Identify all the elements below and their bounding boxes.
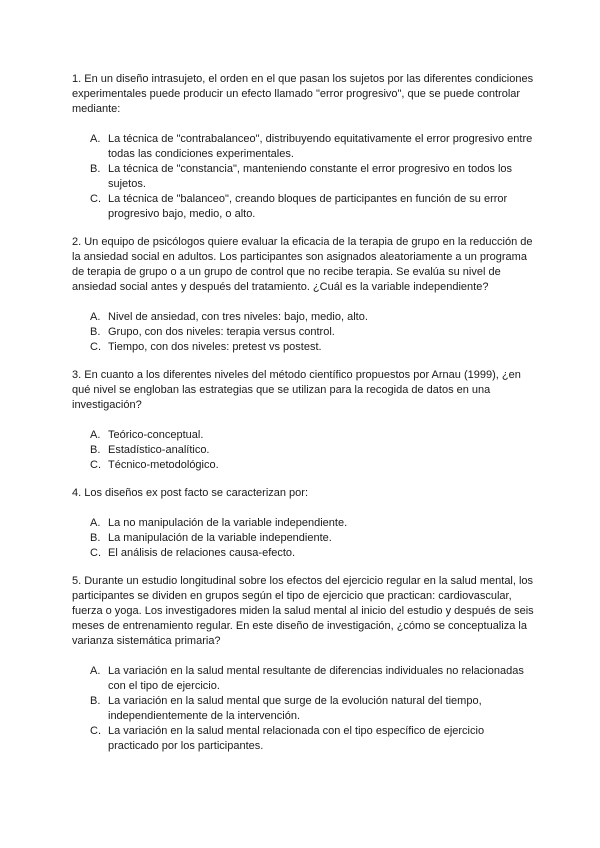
option-list [72, 516, 534, 561]
option-text: La variación en la salud mental que surge de la evolución natural del tiempo, independientemente de la intervención. [108, 695, 482, 722]
option-letter: C. [90, 547, 101, 559]
question-text: 3. En cuanto a los diferentes niveles del método científico propuestos por Arnau (1999), ¿en qué nivel se engloban las estrategias que se utilizan para la recogida de datos en una investigación? [72, 369, 521, 411]
option-letter: C. [90, 193, 101, 205]
option-c [72, 546, 534, 561]
option-text: Tiempo, con dos niveles: pretest vs postest. [108, 341, 322, 353]
option-letter: C. [90, 725, 101, 737]
option-letter: B. [90, 326, 101, 338]
option-b [72, 531, 534, 546]
option-list [72, 428, 534, 473]
option-letter: B. [90, 532, 101, 544]
question-1 [72, 72, 534, 222]
option-a [72, 132, 534, 162]
option-letter: C. [90, 459, 101, 471]
option-letter: A. [90, 133, 101, 145]
question-text: 4. Los diseños ex post facto se caracterizan por: [72, 487, 309, 499]
question-2 [72, 235, 534, 355]
option-text: Técnico-metodológico. [108, 459, 219, 471]
option-text: Grupo, con dos niveles: terapia versus control. [108, 326, 335, 338]
option-text: La variación en la salud mental resultante de diferencias individuales no relacionadas con el tipo de ejercicio. [108, 665, 524, 692]
option-text: La no manipulación de la variable independiente. [108, 517, 348, 529]
option-letter: A. [90, 311, 101, 323]
option-text: La manipulación de la variable independiente. [108, 532, 332, 544]
option-list [72, 664, 534, 754]
option-letter: B. [90, 163, 101, 175]
option-text: La variación en la salud mental relacionada con el tipo específico de ejercicio practicado por los participantes. [108, 725, 485, 752]
option-a [72, 664, 534, 694]
option-a [72, 428, 534, 443]
option-letter: C. [90, 341, 101, 353]
option-c [72, 340, 534, 355]
option-letter: A. [90, 665, 101, 677]
question-5 [72, 574, 534, 754]
option-b [72, 162, 534, 192]
option-text: La técnica de "constancia", manteniendo constante el error progresivo en todos los sujetos. [108, 163, 513, 190]
option-letter: A. [90, 517, 101, 529]
option-text: La técnica de "contrabalanceo", distribuyendo equitativamente el error progresivo entre todas las condiciones experimentales. [108, 133, 533, 160]
option-text: Estadístico-analítico. [108, 444, 210, 456]
option-c [72, 192, 534, 222]
option-b [72, 325, 534, 340]
question-3 [72, 368, 534, 473]
document-page [72, 72, 534, 767]
option-letter: A. [90, 429, 101, 441]
option-text: La técnica de "balanceo", creando bloques de participantes en función de su error progresivo bajo, medio, o alto. [108, 193, 508, 220]
option-text: Teórico-conceptual. [108, 429, 204, 441]
option-letter: B. [90, 695, 101, 707]
option-b [72, 443, 534, 458]
question-text: 5. Durante un estudio longitudinal sobre los efectos del ejercicio regular en la salud mental, los participantes se dividen en grupos según el tipo de ejercicio que practican: cardiovascular, fuerza o yoga. Los investigadores miden la salud mental al inicio del estudio y después de seis meses de entrenamiento regular. En este diseño de investigación, ¿cómo se conceptualiza la varianza sistemática primaria? [72, 575, 534, 647]
question-text: 1. En un diseño intrasujeto, el orden en el que pasan los sujetos por las diferentes condiciones experimentales puede producir un efecto llamado "error progresivo", que se puede controlar mediante: [72, 73, 534, 115]
option-list [72, 310, 534, 355]
option-text: Nivel de ansiedad, con tres niveles: bajo, medio, alto. [108, 311, 368, 323]
option-text: El análisis de relaciones causa-efecto. [108, 547, 296, 559]
option-c [72, 724, 534, 754]
question-text: 2. Un equipo de psicólogos quiere evaluar la eficacia de la terapia de grupo en la reducción de la ansiedad social en adultos. Los participantes son asignados aleatoriamente a un programa de terapia de grupo o a un grupo de control que no recibe terapia. Se evalúa su nivel de ansiedad social antes y después del tratamiento. ¿Cuál es la variable independiente? [72, 236, 533, 293]
option-list [72, 132, 534, 222]
option-a [72, 516, 534, 531]
option-b [72, 694, 534, 724]
option-letter: B. [90, 444, 101, 456]
question-4 [72, 486, 534, 561]
option-c [72, 458, 534, 473]
option-a [72, 310, 534, 325]
